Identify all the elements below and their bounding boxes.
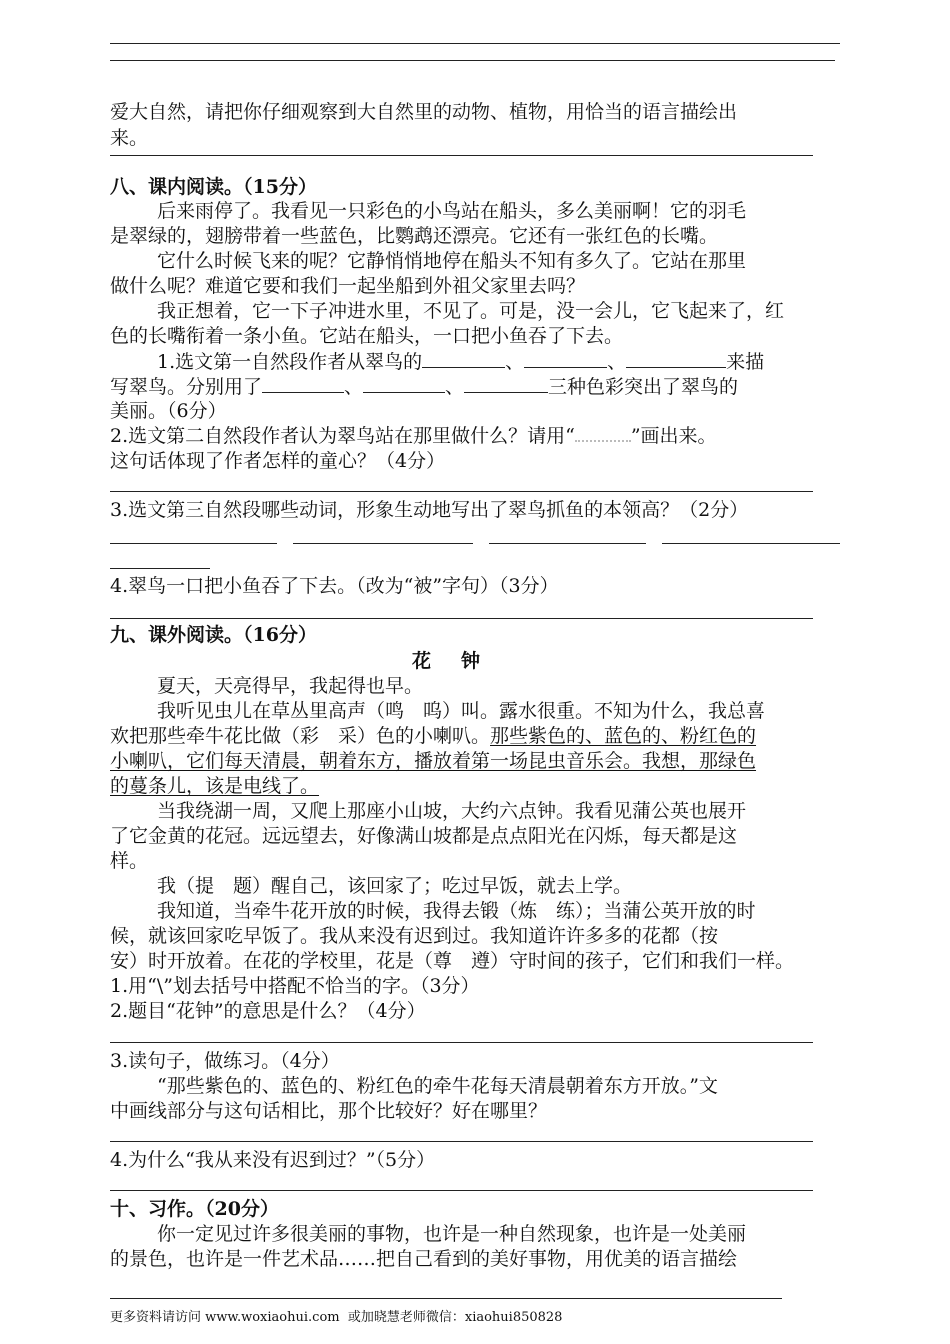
fill-blank[interactable] [262,374,344,393]
answer-line [489,543,646,544]
passage-line [110,774,319,798]
question-1: 写翠鸟。分别用了 、 、 三种色彩突出了翠鸟的 [110,376,739,398]
passage-line: 当我绕湖一周，又爬上那座小山坡，大约六点钟。我看见蒲公英也展开 [157,800,747,822]
answer-line [110,618,813,619]
footer-rule [110,1298,782,1299]
fill-blank[interactable] [626,349,726,368]
answer-line [110,543,277,544]
intro-text: 爱大自然，请把你仔细观察到大自然里的动物、植物，用恰当的语言描绘出 [110,101,738,123]
passage-line: 你一定见过许多很美丽的事物，也许是一种自然现象，也许是一处美丽 [157,1223,747,1245]
answer-line [110,155,813,156]
passage-line: 了它金黄的花冠。远远望去，好像满山坡都是点点阳光在闪烁，每天都是这 [110,825,738,847]
answer-line [110,1190,813,1191]
passage-line: 我听见虫儿在草丛里高声（鸣 呜）叫。露水很重。不知为什么，我总喜 [157,700,766,722]
fill-blank[interactable] [524,349,607,368]
passage-line: 的景色，也许是一件艺术品……把自己看到的美好事物，用优美的语言描绘 [110,1248,738,1270]
answer-line [110,43,840,44]
answer-line [293,543,473,544]
passage-line: 色的长嘴衔着一条小鱼。它站在船头，一口把小鱼吞了下去。 [110,325,624,347]
passage-line: 我知道，当牵牛花开放的时候，我得去锻（炼 练）；当蒲公英开放的时 [157,900,756,922]
answer-line [662,543,840,544]
footer-note: 更多资料请访问 www.woxiaohui.com 或加晓慧老师微信：xiaohui850828 [110,1310,563,1325]
question-2: 2.选文第二自然段作者认为翠鸟站在那里做什么？请用“ ”画出来。 [110,425,717,447]
section-heading: 十、习作。（20分） [110,1198,279,1220]
passage-line: 做什么呢？难道它要和我们一起坐船到外祖父家里去吗？ [110,275,586,297]
question-1: 1.选文第一自然段作者从翠鸟的 、 、 来描 [157,351,765,373]
answer-line [110,491,813,492]
fill-blank[interactable] [464,374,548,393]
passage-line: 后来雨停了。我看见一只彩色的小鸟站在船头，多么美丽啊！它的羽毛 [157,200,747,222]
question-3: “那些紫色的、蓝色的、粉红色的牵牛花每天清晨朝着东方开放。”文 [157,1075,718,1097]
fill-blank[interactable] [363,374,445,393]
question-2: 2.题目“花钟”的意思是什么？（4分） [110,1000,426,1022]
answer-line [110,1042,813,1043]
question-4: 4.翠鸟一口把小鱼吞了下去。（改为“被”字句）（3分） [110,575,559,597]
question-4: 4.为什么“我从来没有迟到过？”（5分） [110,1149,436,1171]
section-heading: 八、课内阅读。（15分） [110,176,317,198]
question-3: 中画线部分与这句话相比，那个比较好？好在哪里？ [110,1100,548,1122]
passage-line: 它什么时候飞来的呢？它静悄悄地停在船头不知有多久了。它站在那里 [157,250,747,272]
passage-line: 我正想着，它一下子冲进水里，不见了。可是，没一会儿，它飞起来了，红 [157,300,785,322]
answer-line [110,568,210,569]
question-3: 3.选文第三自然段哪些动词，形象生动地写出了翠鸟抓鱼的本领高？（2分） [110,499,749,521]
passage-line: 我（提 题）醒自己，该回家了；吃过早饭，就去上学。 [157,875,633,897]
underlined-sentence: 那些紫色的、蓝色的、粉红色的 [490,725,757,747]
passage-line: 欢把那些牵牛花比做（彩 采）色的小喇叭。那些紫色的、蓝色的、粉红色的 [110,725,757,747]
fill-blank[interactable] [422,349,505,368]
passage-title: 花钟 [412,650,511,672]
underlined-sentence: 小喇叭，它们每天清晨，朝着东方，播放着第一场昆虫音乐会。我想，那绿色 [110,750,757,772]
passage-line: 样。 [110,850,149,872]
passage-line: 候，就该回家吃早饭了。我从来没有迟到过。我知道许许多多的花都（按 [110,925,719,947]
passage-line: 是翠绿的，翅膀带着一些蓝色，比鹦鹉还漂亮。它还有一张红色的长嘴。 [110,225,719,247]
section-heading: 九、课外阅读。（16分） [110,624,317,646]
wavy-line-mark [575,426,631,442]
question-1: 美丽。（6分） [110,400,227,422]
answer-line [110,60,835,61]
passage-line: 夏天，天亮得早，我起得也早。 [157,675,424,697]
question-1: 1.用“\”划去括号中搭配不恰当的字。（3分） [110,975,480,997]
answer-line [110,1141,813,1142]
question-3: 3.读句子，做练习。（4分） [110,1050,340,1072]
underlined-sentence: 的蔓条儿，该是电线了。 [110,775,320,797]
passage-line: 安）时开放着。在花的学校里，花是（尊 遵）守时间的孩子，它们和我们一样。 [110,950,795,972]
intro-text: 来。 [110,127,149,149]
question-2: 这句话体现了作者怎样的童心？（4分） [110,450,446,472]
